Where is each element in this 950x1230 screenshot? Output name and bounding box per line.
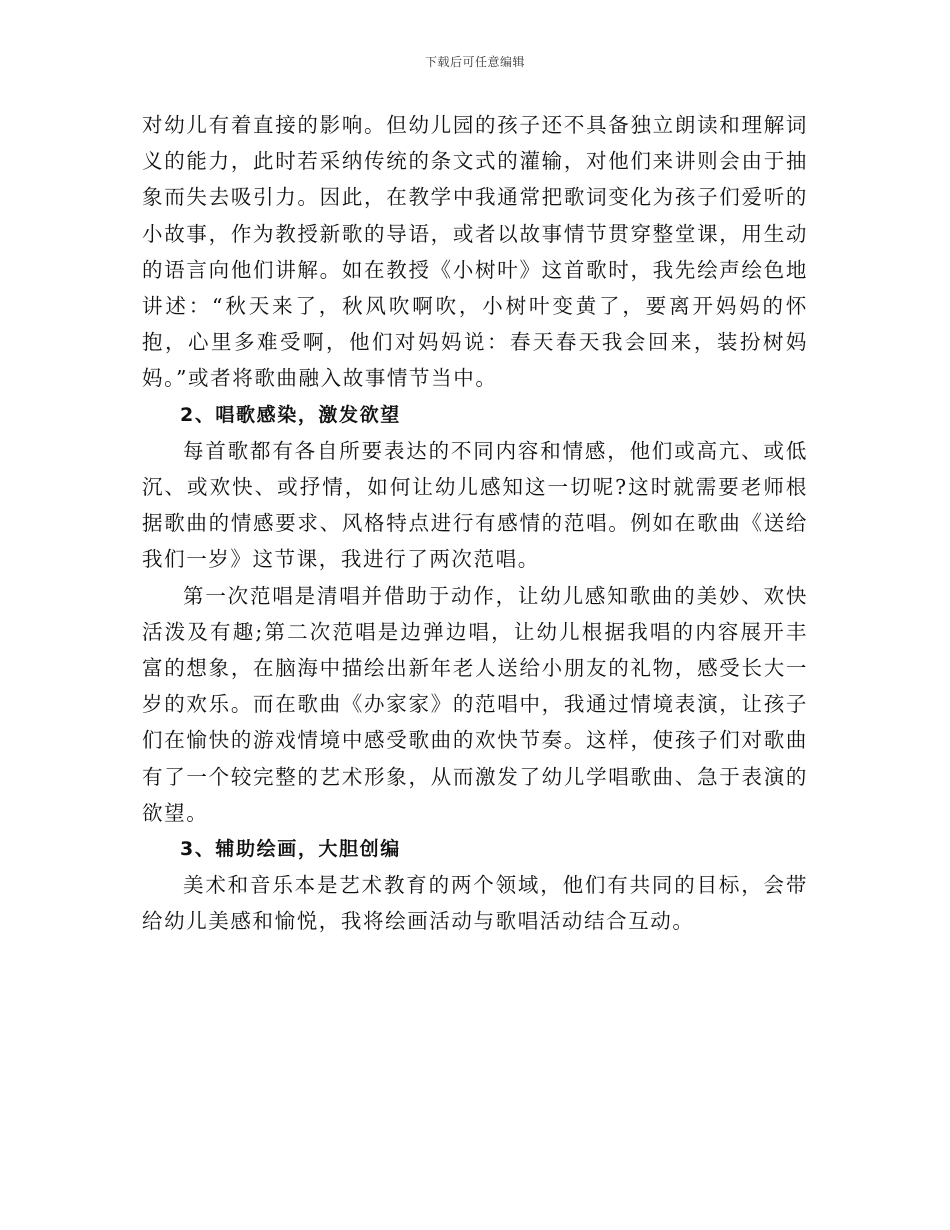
document-body	[142, 107, 808, 940]
paragraph-demo-singing: 第一次范唱是清唱并借助于动作，让幼儿感知歌曲的美妙、欢快活泼及有趣;第二次范唱是边弹边唱，让幼儿根据我唱的内容展开丰富的想象，在脑海中描绘出新年老人送给小朋友的礼物，感受长大一岁的欢乐。而在歌曲《办家家》的范唱中，我通过情境表演，让孩子们在愉快的游戏情境中感受歌曲的欢快节奏。这样，使孩子们对歌曲有了一个较完整的艺术形象，从而激发了幼儿学唱歌曲、急于表演的欲望。	[142, 583, 808, 825]
paragraph-singing-emotion: 每首歌都有各自所要表达的不同内容和情感，他们或高亢、或低沉、或欢快、或抒情，如何让幼儿感知这一切呢?这时就需要老师根据歌曲的情感要求、风格特点进行有感情的范唱。例如在歌曲《送给我们一岁》这节课，我进行了两次范唱。	[142, 438, 808, 572]
paragraph-drawing: 美术和音乐本是艺术教育的两个领域，他们有共同的目标，会带给幼儿美感和愉悦，我将绘画活动与歌唱活动结合互动。	[142, 873, 808, 934]
section-heading-2: 2、唱歌感染，激发欲望	[180, 403, 401, 426]
section-heading-3: 3、辅助绘画，大胆创编	[180, 838, 401, 861]
paragraph-story-intro: 对幼儿有着直接的影响。但幼儿园的孩子还不具备独立朗读和理解词义的能力，此时若采纳传统的条文式的灌输，对他们来讲则会由于抽象而失去吸引力。因此，在教学中我通常把歌词变化为孩子们爱听的小故事，作为教授新歌的导语，或者以故事情节贯穿整堂课，用生动的语言向他们讲解。如在教授《小树叶》这首歌时，我先绘声绘色地讲述：“秋天来了，秋风吹啊吹，小树叶变黄了，要离开妈妈的怀抱，心里多难受啊，他们对妈妈说：春天春天我会回来，装扮树妈妈。”或者将歌曲融入故事情节当中。	[142, 113, 808, 391]
page-header: 下载后可任意编辑	[424, 55, 525, 69]
